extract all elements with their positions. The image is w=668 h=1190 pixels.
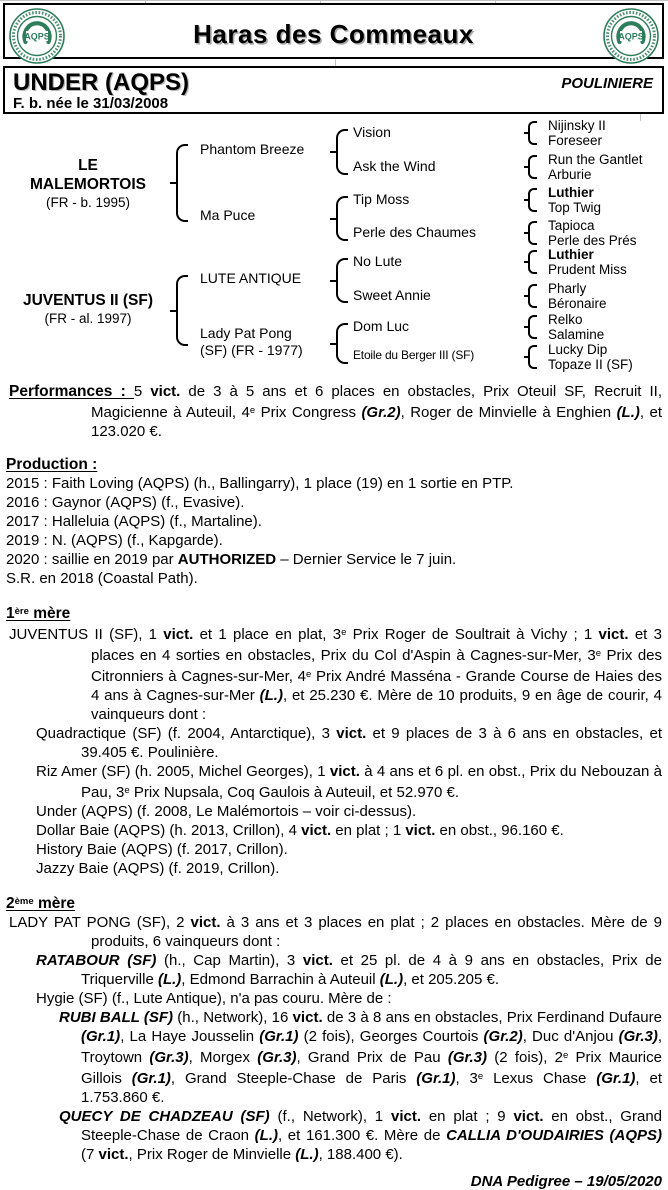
ancestor-gen3: No Lute: [353, 253, 403, 269]
ancestor-gen3: Perle des Chaumes: [353, 224, 476, 240]
pedigree-bracket: [528, 155, 537, 179]
ancestor-name: LE: [78, 157, 98, 174]
progeny-item: RUBI BALL (SF) (h., Network), 16 vict. de 3 à 8 ans en obstacles, Prix Ferdinand Dufaure (Gr.1), La Haye Jousselin (Gr.1) (2 fois), Georges Courtois (Gr.2), Duc d'Anjou (Gr.3), Troytown (Gr.3), Morgex (Gr.3), Grand Prix de Pau (Gr.3) (2 fois), 2e Prix Maurice Gillois (Gr.1), Grand Steeple-Chase de Paris (Gr.1), 3e Lexus Chase (Gr.1), et 1.753.860 €.: [59, 1009, 662, 1106]
ancestor-name: LUTE ANTIQUE: [200, 270, 302, 286]
pedigree-bracket: [336, 323, 348, 364]
ancestor-name: Arburie: [548, 167, 592, 182]
table-grid-line: [0, 0, 668, 1]
progeny-item: Under (AQPS) (f. 2008, Le Malémortois – voir ci-dessus).: [36, 803, 417, 820]
production-heading: Production :: [6, 456, 98, 473]
production-line: 2015 : Faith Loving (AQPS) (h., Ballingarry), 1 place (19) en 1 sortie en PTP.: [6, 475, 514, 492]
ancestor-detail: (SF) (FR - 1977): [200, 342, 303, 358]
pedigree-bracket: [528, 250, 537, 274]
pedigree-bracket: [176, 144, 188, 222]
progeny-item: History Baie (AQPS) (f. 2017, Crillon).: [36, 841, 288, 858]
performances-text: 5 vict. de 3 à 5 ans et 6 places en obstacles, Prix Oteuil SF, Recruit II, Magicienne à Auteuil, 4e Prix Congress (Gr.2), Roger de Minvielle à Enghien (L.), et 123.020 €.: [91, 383, 662, 440]
horse-birth-info: F. b. née le 31/03/2008: [13, 95, 169, 112]
ancestor-gen4-pair: [548, 312, 604, 342]
pedigree-bracket: [528, 221, 537, 245]
ancestor-name: JUVENTUS II (SF): [22, 292, 154, 309]
first-dam-heading: 1ère mère: [6, 605, 71, 622]
pedigree-bracket: [176, 275, 188, 346]
ancestor-name: Ma Puce: [200, 207, 256, 223]
progeny-item: RATABOUR (SF) (h., Cap Martin), 3 vict. et 25 pl. de 4 à 9 ans en obstacles, Prix de Triquerville (L.), Edmond Barrachin à Auteuil (L.), et 205.205 €.: [36, 952, 662, 988]
ancestor-gen3: Vision: [353, 124, 391, 140]
ancestor-name: Luthier: [548, 185, 594, 200]
ancestor-name: Tapioca: [548, 218, 595, 233]
ancestor-name: Lucky Dip: [548, 342, 608, 357]
ancestor-name: Luthier: [548, 247, 594, 262]
progeny-item: Riz Amer (SF) (h. 2005, Michel Georges), 1 vict. à 4 ans et 6 pl. en obst., Prix du Nebouzan à Pau, 3e Prix Nupsala, Coq Gaulois à Auteuil, et 52.970 €.: [36, 763, 662, 801]
horse-title-box: [3, 66, 664, 114]
pedigree-bracket: [528, 284, 537, 308]
ancestor-name: Relko: [548, 312, 583, 327]
broodmare-status-label: POULINIERE: [561, 75, 653, 92]
aqps-seal-icon: [602, 6, 660, 66]
ancestor-name: Perle des Prés: [548, 233, 637, 248]
first-dam-paragraph: JUVENTUS II (SF), 1 vict. et 1 place en plat, 3e Prix Roger de Soultrait à Vichy ; 1 vict. et 3 places en 4 sorties en obstacles, Prix du Col d'Aspin à Cagnes-sur-Mer, 3e Prix des Citronniers à Cagnes-sur-Mer, 4e Prix André Masséna - Grande Course de Haies des 4 ans à Cagnes-sur-Mer (L.), et 25.230 €. Mère de 10 produits, 9 en âge de courir, 4 vainqueurs dont :: [9, 626, 663, 723]
production-line: 2017 : Halleluia (AQPS) (f., Martaline).: [6, 513, 262, 530]
progeny-item: Quadractique (SF) (f. 2004, Antarctique), 3 vict. et 9 places de 3 à 6 ans en obstacles, et 39.405 €. Poulinière.: [36, 725, 662, 761]
second-dam-heading-line: [6, 892, 662, 913]
ancestor-name: Run the Gantlet: [548, 152, 643, 167]
aqps-logo-right: [602, 6, 660, 66]
ancestor-name: MALEMORTOIS: [30, 176, 146, 193]
ancestor-name: Foreseer: [548, 133, 603, 148]
second-dam-paragraph: LADY PAT PONG (SF), 2 vict. à 3 ans et 3 places en plat ; 2 places en obstacles. Mère de 9 produits, 6 vainqueurs dont :: [9, 914, 663, 950]
production-line: 2020 : saillie en 2019 par AUTHORIZED – Dernier Service le 7 juin.: [6, 551, 457, 568]
pedigree-bracket: [528, 121, 537, 145]
svg-text:AQPS: AQPS: [618, 31, 644, 42]
ancestor-name: Lady Pat Pong: [200, 325, 292, 341]
ancestor-gen4-pair: [548, 185, 601, 215]
ancestor-gen4-pair: [548, 281, 607, 311]
second-dam-heading: 2ème mère: [6, 895, 76, 912]
ancestor-name: Pharly: [548, 281, 587, 296]
ancestor-detail: (FR - b. 1995): [45, 195, 131, 210]
document-body: [6, 380, 662, 1190]
ancestor-gen3: Ask the Wind: [353, 158, 436, 174]
pedigree-bracket: [528, 188, 537, 212]
aqps-logo-left: [8, 6, 66, 66]
ancestor-gen4-pair: [548, 247, 627, 277]
ancestor-gen4-pair: [548, 118, 606, 148]
ancestor-gen2: [200, 270, 301, 287]
svg-text:AQPS: AQPS: [24, 31, 50, 42]
performances-heading: Performances :: [9, 383, 134, 400]
progeny-item: Hygie (SF) (f., Lute Antique), n'a pas couru. Mère de :: [36, 990, 392, 1007]
table-grid-line: [335, 59, 336, 66]
ancestor-gen3: Etoile du Berger III (SF): [353, 348, 475, 362]
pedigree-sire: [2, 156, 174, 211]
ancestor-gen2: [200, 325, 303, 359]
progeny-item: QUECY DE CHADZEAU (SF) (f., Network), 1 vict. en plat ; 9 vict. en obst., Grand Steeple-Chase de Craon (L.), et 161.300 €. Mère de CALLIA D'OUDAIRIES (AQPS) (7 vict., Prix Roger de Minvielle (L.), 188.400 €).: [59, 1108, 662, 1163]
performances-paragraph: [6, 382, 662, 441]
production-line: 2016 : Gaynor (AQPS) (f., Evasive).: [6, 494, 245, 511]
first-dam-heading-line: [6, 602, 662, 623]
pedigree-bracket: [336, 258, 348, 303]
ancestor-gen4-pair: [548, 152, 643, 182]
pedigree-tree: [0, 118, 668, 381]
ancestor-gen3: Sweet Annie: [353, 287, 431, 303]
ancestor-gen3: Dom Luc: [353, 318, 410, 334]
ancestor-name: Béronaire: [548, 296, 607, 311]
production-line: S.R. en 2018 (Coastal Path).: [6, 570, 198, 587]
production-heading-line: [6, 455, 662, 474]
ancestor-gen2: [200, 207, 255, 224]
stud-farm-title: Haras des Commeaux: [193, 19, 474, 49]
header-box: [3, 3, 664, 59]
ancestor-name: Topaze II (SF): [548, 357, 633, 372]
pedigree-bracket: [528, 345, 537, 369]
ancestor-name: Top Twig: [548, 200, 602, 215]
production-line: 2019 : N. (AQPS) (f., Kapgarde).: [6, 532, 223, 549]
ancestor-name: Prudent Miss: [548, 262, 627, 277]
progeny-item: Jazzy Baie (AQPS) (f. 2019, Crillon).: [36, 860, 280, 877]
pedigree-bracket: [528, 315, 537, 339]
pedigree-dam: [2, 291, 174, 327]
ancestor-name: Salamine: [548, 327, 605, 342]
ancestor-gen4-pair: [548, 218, 637, 248]
horse-name: UNDER (AQPS): [13, 69, 190, 96]
pedigree-bracket: [336, 129, 348, 175]
aqps-seal-icon: [8, 6, 66, 66]
progeny-item: Dollar Baie (AQPS) (h. 2013, Crillon), 4 vict. en plat ; 1 vict. en obst., 96.160 €.: [36, 822, 564, 839]
ancestor-detail: (FR - al. 1997): [44, 311, 132, 326]
pedigree-bracket: [336, 196, 348, 241]
ancestor-gen3: Tip Moss: [353, 191, 410, 207]
ancestor-name: Nijinsky II: [548, 118, 606, 133]
ancestor-name: Phantom Breeze: [200, 141, 305, 157]
ancestor-gen2: [200, 141, 304, 158]
ancestor-gen4-pair: [548, 342, 633, 372]
document-footer: DNA Pedigree – 19/05/2020: [470, 1173, 662, 1190]
